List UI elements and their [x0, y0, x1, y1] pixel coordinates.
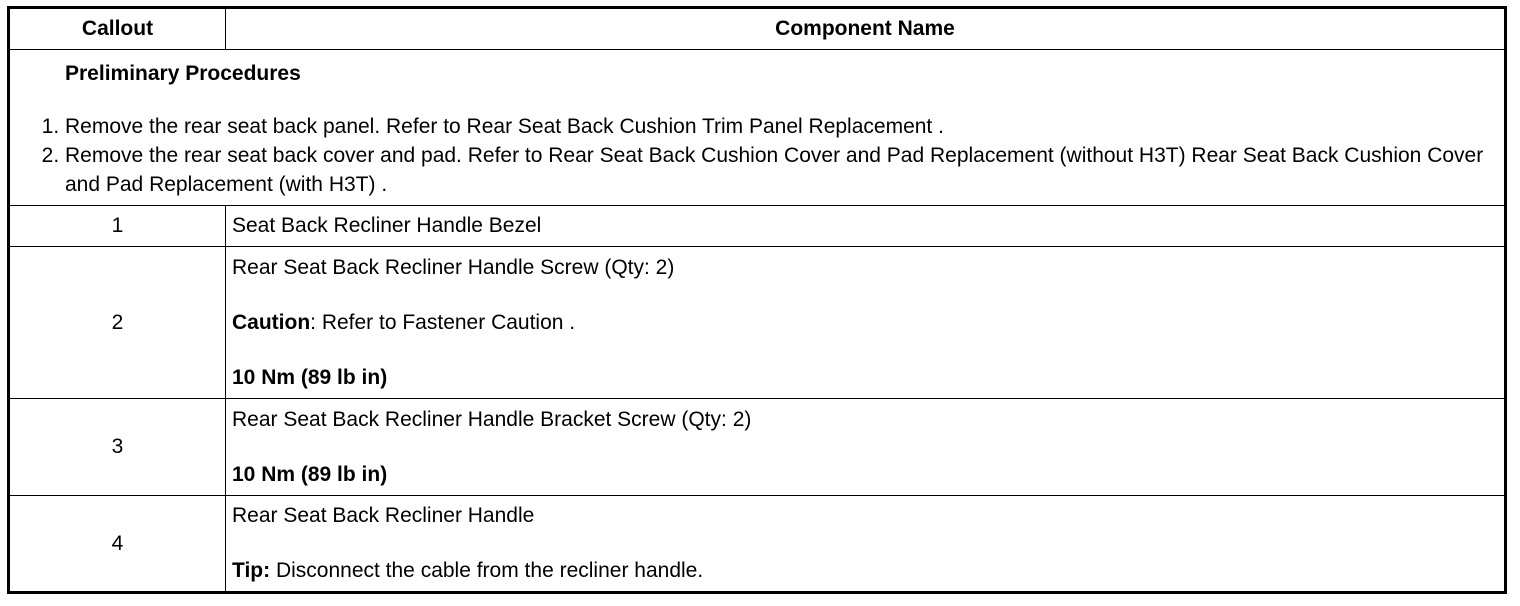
callout-header: Callout [9, 8, 226, 50]
component-name: Rear Seat Back Recliner Handle Bracket Screw (Qty: 2) [232, 407, 752, 431]
preliminary-row [9, 50, 1506, 206]
procedure-table [7, 6, 1507, 594]
caution-text: : Refer to Fastener Caution . [310, 310, 576, 334]
preliminary-step-2: 2. Remove the rear seat back cover and pad. Refer to Rear Seat Back Cushion Cover and Pad Replacement (without H3T) Rear Seat Back Cushion Cover and Pad Replacement (with H3T) . [65, 141, 1488, 199]
table-row [9, 399, 1506, 496]
table-row [9, 206, 1506, 247]
component-cell [226, 496, 1506, 593]
preliminary-cell [9, 50, 1506, 206]
caution-note [232, 309, 1498, 337]
component-name: Rear Seat Back Recliner Handle [232, 504, 535, 527]
tip-label: Tip: [232, 559, 271, 582]
callout-number: 1 [9, 206, 226, 247]
table-row [9, 247, 1506, 399]
component-cell [226, 247, 1506, 399]
component-name-header: Component Name [226, 8, 1506, 50]
callout-number: 3 [9, 399, 226, 496]
callout-number: 4 [9, 496, 226, 593]
caution-label: Caution [232, 310, 311, 334]
preliminary-steps [26, 112, 1488, 199]
component-name: Seat Back Recliner Handle Bezel [232, 214, 542, 237]
torque-spec: 10 Nm (89 lb in) [232, 365, 388, 389]
preliminary-step-1: 1. Remove the rear seat back panel. Refer to Rear Seat Back Cushion Trim Panel Replacement . [65, 112, 1488, 141]
tip-text: Disconnect the cable from the recliner handle. [270, 559, 704, 582]
table-row [9, 496, 1506, 593]
torque-spec: 10 Nm (89 lb in) [232, 462, 388, 486]
header-row [9, 8, 1506, 50]
component-cell [226, 399, 1506, 496]
callout-number: 2 [9, 247, 226, 399]
component-cell [226, 206, 1506, 247]
tip-note [232, 557, 1498, 585]
preliminary-title: Preliminary Procedures [65, 62, 301, 85]
component-name: Rear Seat Back Recliner Handle Screw (Qty: 2) [232, 255, 675, 279]
